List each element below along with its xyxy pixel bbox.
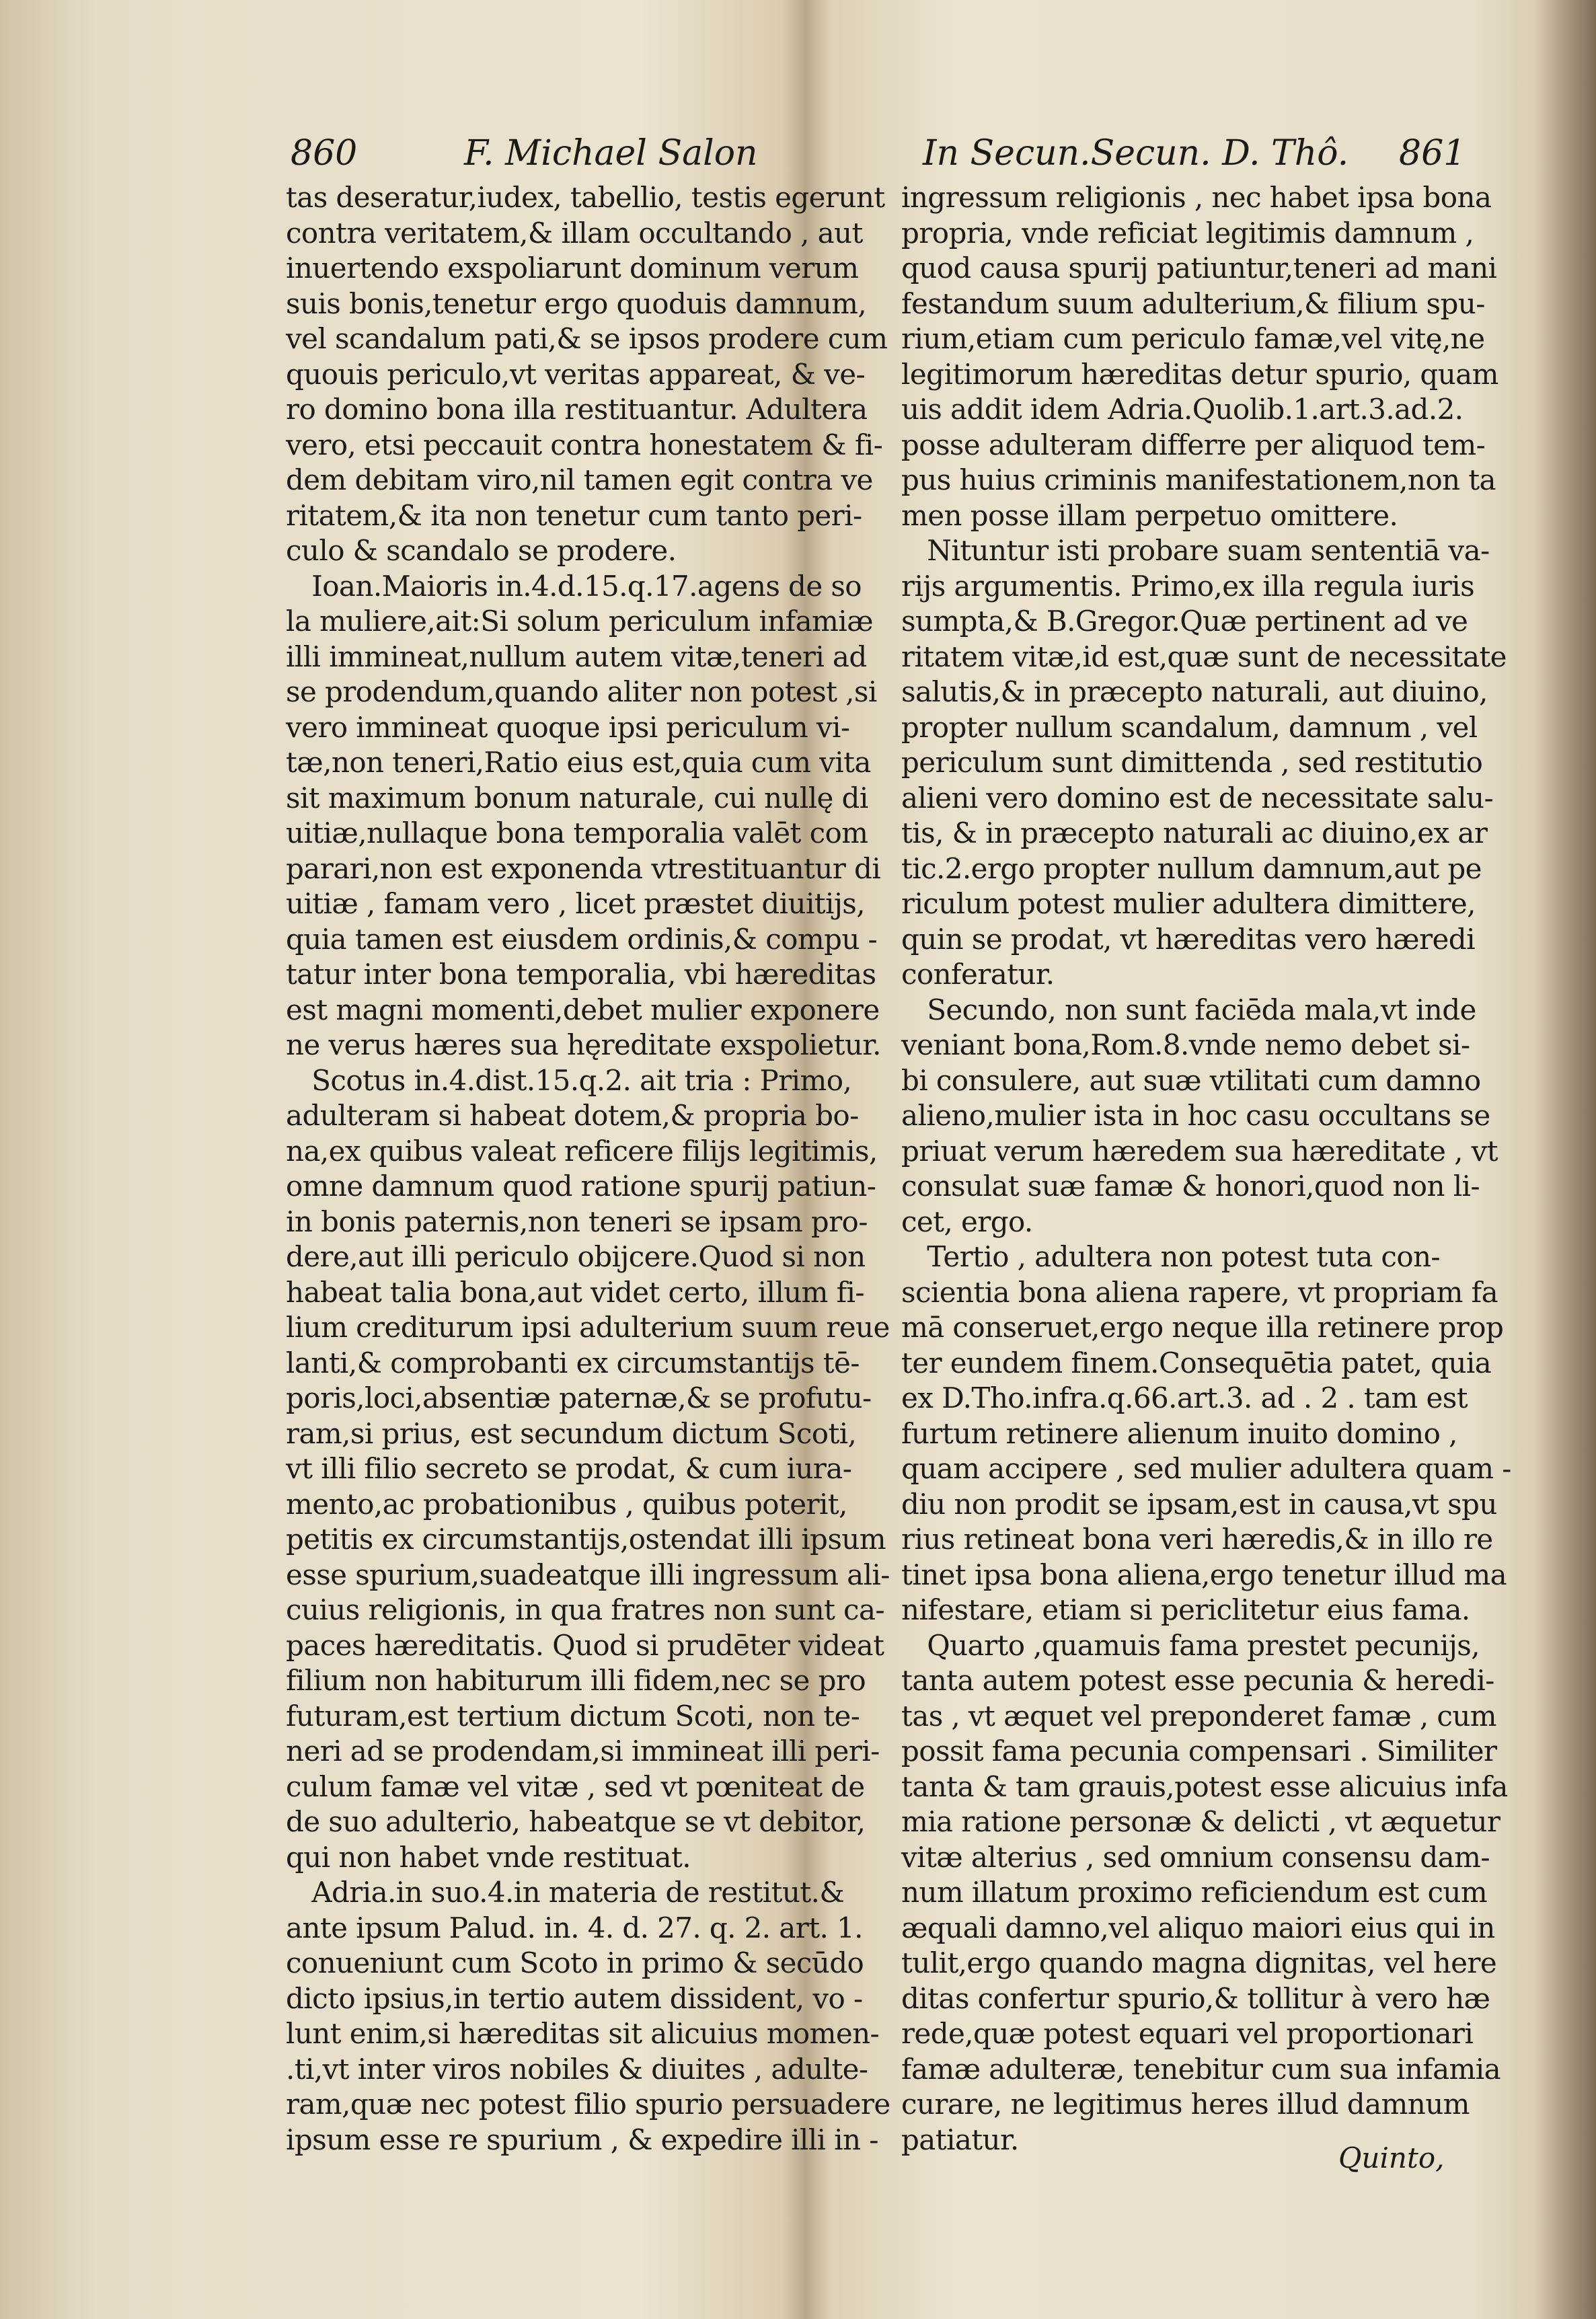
text-line: quod causa spurij patiuntur,teneri ad mani [901, 252, 1497, 284]
text-line: tas , vt æquet vel preponderet famæ , cum [901, 1699, 1497, 1733]
text-line: men posse illam perpetuo omittere. [901, 498, 1398, 532]
text-line: periculum sunt dimittenda , sed restitutio [901, 746, 1483, 779]
text-line: Tertio , adultera non potest tuta con- [901, 1240, 1441, 1273]
text-line: tinet ipsa bona aliena,ergo tenetur illud ma [901, 1558, 1507, 1591]
text-line: in bonis paternis,non teneri se ipsam pro- [286, 1205, 868, 1238]
text-line: ex D.Tho.infra.q.66.art.3. ad . 2 . tam est [901, 1381, 1468, 1414]
text-line: petitis ex circumstantijs,ostendat illi ipsum [286, 1523, 886, 1556]
text-line: tanta & tam grauis,potest esse alicuius infa [901, 1770, 1508, 1803]
text-line: ro domino bona illa restituantur. Adultera [286, 393, 868, 426]
text-line: Nituntur isti probare suam sententiā va- [901, 534, 1490, 567]
text-line: cet, ergo. [901, 1205, 1033, 1238]
text-line: sumpta,& B.Gregor.Quæ pertinent ad ve [901, 605, 1468, 638]
text-line: tulit,ergo quando magna dignitas, vel here [901, 1946, 1497, 1979]
text-line: .ti,vt inter viros nobiles & diuites , adulte- [286, 2052, 868, 2086]
text-line: mia ratione personæ & delicti , vt æquetur [901, 1805, 1500, 1838]
text-line: propter nullum scandalum, damnum , vel [901, 710, 1478, 744]
text-line: veniant bona,Rom.8.vnde nemo debet si- [901, 1028, 1470, 1061]
text-line: cuius religionis, in qua fratres non sunt ca- [286, 1593, 885, 1626]
text-line: tas deseratur,iudex, tabellio, testis egerunt [286, 181, 885, 214]
text-line: Adria.in suo.4.in materia de restitut.& [286, 1876, 845, 1909]
text-line: culo & scandalo se prodere. [286, 534, 677, 567]
text-line: Ioan.Maioris in.4.d.15.q.17.agens de so [286, 569, 862, 603]
text-line: salutis,& in præcepto naturali, aut diuino, [901, 675, 1488, 708]
text-line: poris,loci,absentiæ paternæ,& se profutu- [286, 1381, 872, 1414]
text-line: ram,si prius, est secundum dictum Scoti, [286, 1416, 857, 1450]
right-text-column [901, 180, 1511, 2158]
text-line: sit maximum bonum naturale, cui nullę di [286, 781, 868, 814]
text-line: mā conseruet,ergo neque illa retinere prop [901, 1311, 1504, 1344]
text-line: de suo adulterio, habeatque se vt debitor, [286, 1805, 866, 1838]
text-line: nifestare, etiam si periclitetur eius fama. [901, 1593, 1470, 1626]
text-line: bi consulere, aut suæ vtilitati cum damno [901, 1063, 1481, 1097]
text-line: dere,aut illi periculo obijcere.Quod si non [286, 1240, 866, 1273]
text-line: possit fama pecunia compensari . Similiter [901, 1735, 1497, 1767]
text-line: Quarto ,quamuis fama prestet pecunijs, [901, 1628, 1480, 1662]
text-line: tæ,non teneri,Ratio eius est,quia cum vita [286, 746, 871, 779]
text-line: lanti,& comprobanti ex circumstantijs tē- [286, 1346, 860, 1379]
text-line: ipsum esse re spurium , & expedire illi in - [286, 2123, 878, 2156]
text-line: propria, vnde reficiat legitimis damnum , [901, 216, 1474, 250]
text-line: na,ex quibus valeat reficere filijs legitimis, [286, 1134, 878, 1168]
right-running-head: In Secun.Secun. D. Thô. [923, 133, 1349, 174]
text-line: pus huius criminis manifestationem,non ta [901, 463, 1496, 496]
text-line: se prodendum,quando aliter non potest ,si [286, 675, 877, 708]
text-line: festandum suum adulterium,& filium spu- [901, 287, 1485, 320]
text-line: ditas confertur spurio,& tollitur à vero hæ [901, 1981, 1490, 2015]
text-line: consulat suæ famæ & honori,quod non li- [901, 1170, 1480, 1203]
text-line: adulteram si habeat dotem,& propria bo- [286, 1099, 859, 1132]
text-line: alieni vero domino est de necessitate salu- [901, 781, 1494, 814]
text-line: patiatur. [901, 2123, 1019, 2156]
text-line: dicto ipsius,in tertio autem dissident, vo - [286, 1981, 863, 2015]
text-line: rijs argumentis. Primo,ex illa regula iuris [901, 569, 1475, 603]
text-line: culum famæ vel vitæ , sed vt pœniteat de [286, 1770, 865, 1803]
text-line: Scotus in.4.dist.15.q.2. ait tria : Primo, [286, 1063, 852, 1097]
text-line: lium crediturum ipsi adulterium suum reue [286, 1311, 890, 1344]
text-line: est magni momenti,debet mulier exponere [286, 993, 880, 1026]
text-line: ante ipsum Palud. in. 4. d. 27. q. 2. art. 1. [286, 1911, 863, 1944]
text-line: quam accipere , sed mulier adultera quam - [901, 1452, 1511, 1485]
text-line: priuat verum hæredem sua hæreditate , vt [901, 1134, 1498, 1168]
text-line: furtum retinere alienum inuito domino , [901, 1416, 1457, 1450]
text-line: ingressum religionis , nec habet ipsa bona [901, 181, 1492, 214]
text-line: scientia bona aliena rapere, vt propriam fa [901, 1275, 1498, 1309]
text-line: Secundo, non sunt faciēda mala,vt inde [901, 993, 1476, 1026]
text-line: legitimorum hæreditas detur spurio, quam [901, 357, 1498, 391]
text-line: tanta autem potest esse pecunia & heredi- [901, 1664, 1494, 1697]
text-line: omne damnum quod ratione spurij patiun- [286, 1170, 876, 1203]
text-line: ritatem,& ita non tenetur cum tanto peri- [286, 498, 862, 532]
text-line: vero, etsi peccauit contra honestatem & fi- [286, 428, 883, 461]
text-line: vero immineat quoque ipsi periculum vi- [286, 710, 850, 744]
text-line: illi immineat,nullum autem vitæ,teneri ad [286, 640, 867, 673]
text-line: vt illi filio secreto se prodat, & cum iura- [286, 1452, 852, 1485]
text-line: uitiæ,nullaque bona temporalia valēt com [286, 816, 868, 849]
text-line: tatur inter bona temporalia, vbi hæreditas [286, 958, 876, 991]
text-line: uis addit idem Adria.Quolib.1.art.3.ad.2. [901, 393, 1464, 426]
text-line: paces hæreditatis. Quod si prudēter videat [286, 1628, 884, 1662]
right-page-number: 861 [1399, 133, 1466, 174]
text-line: habeat talia bona,aut videt certo, illum fi- [286, 1275, 864, 1309]
right-page [874, 0, 1596, 2319]
text-line: tic.2.ergo propter nullum damnum,aut pe [901, 851, 1482, 885]
text-line: æquali damno,vel aliquo maiori eius qui in [901, 1911, 1495, 1944]
text-line: ter eundem finem.Consequētia patet, quia [901, 1346, 1492, 1379]
text-line: rius retineat bona veri hæredis,& in illo re [901, 1523, 1493, 1556]
text-line: quouis periculo,vt veritas appareat, & ve- [286, 357, 866, 391]
text-line: vel scandalum pati,& se ipsos prodere cum [286, 322, 888, 355]
text-line: curare, ne legitimus heres illud damnum [901, 2088, 1470, 2121]
text-line: num illatum proximo reficiendum est cum [901, 1876, 1488, 1909]
text-line: filium non habiturum illi fidem,nec se pro [286, 1664, 866, 1697]
text-line: posse adulteram differre per aliquod tem- [901, 428, 1486, 461]
catchword: Quinto, [1338, 2141, 1445, 2174]
text-line: esse spurium,suadeatque illi ingressum ali- [286, 1558, 890, 1591]
text-line: riculum potest mulier adultera dimittere, [901, 887, 1476, 920]
text-line: neri ad se prodendam,si immineat illi peri- [286, 1735, 880, 1767]
text-line: dem debitam viro,nil tamen egit contra ve [286, 463, 873, 496]
left-running-head: F. Michael Salon [464, 133, 758, 174]
text-line: rede,quæ potest equari vel proportionari [901, 2017, 1474, 2050]
text-line: uitiæ , famam vero , licet præstet diuitijs, [286, 887, 866, 920]
text-line: lunt enim,si hæreditas sit alicuius momen- [286, 2017, 880, 2050]
left-page-number: 860 [291, 133, 358, 174]
text-line: quin se prodat, vt hæreditas vero hæredi [901, 922, 1475, 956]
text-line: vitæ alterius , sed omnium consensu dam- [901, 1840, 1490, 1874]
text-line: inuertendo exspoliarunt dominum verum [286, 252, 859, 284]
text-line: ritatem vitæ,id est,quæ sunt de necessitate [901, 640, 1507, 673]
text-line: ne verus hæres sua hęreditate exspolietur. [286, 1028, 881, 1061]
text-line: conueniunt cum Scoto in primo & secūdo [286, 1946, 864, 1979]
text-line: conferatur. [901, 958, 1055, 991]
text-line: alieno,mulier ista in hoc casu occultans se [901, 1099, 1490, 1132]
left-text-column [286, 180, 890, 2158]
text-line: mento,ac probationibus , quibus poterit, [286, 1487, 847, 1521]
text-line: suis bonis,tenetur ergo quoduis damnum, [286, 287, 867, 320]
text-line: quia tamen est eiusdem ordinis,& compu - [286, 922, 878, 956]
text-line: famæ adulteræ, tenebitur cum sua infamia [901, 2052, 1501, 2086]
text-line: ram,quæ nec potest filio spurio persuadere [286, 2088, 890, 2121]
text-line: parari,non est exponenda vtrestituantur di [286, 851, 881, 885]
text-line: qui non habet vnde restituat. [286, 1840, 691, 1874]
text-line: la muliere,ait:Si solum periculum infamiæ [286, 605, 873, 638]
text-line: futuram,est tertium dictum Scoti, non te- [286, 1699, 860, 1733]
text-line: tis, & in præcepto naturali ac diuino,ex ar [901, 816, 1488, 849]
text-line: diu non prodit se ipsam,est in causa,vt spu [901, 1487, 1497, 1521]
text-line: contra veritatem,& illam occultando , aut [286, 216, 863, 250]
text-line: rium,etiam cum periculo famæ,vel vitę,ne [901, 322, 1485, 355]
